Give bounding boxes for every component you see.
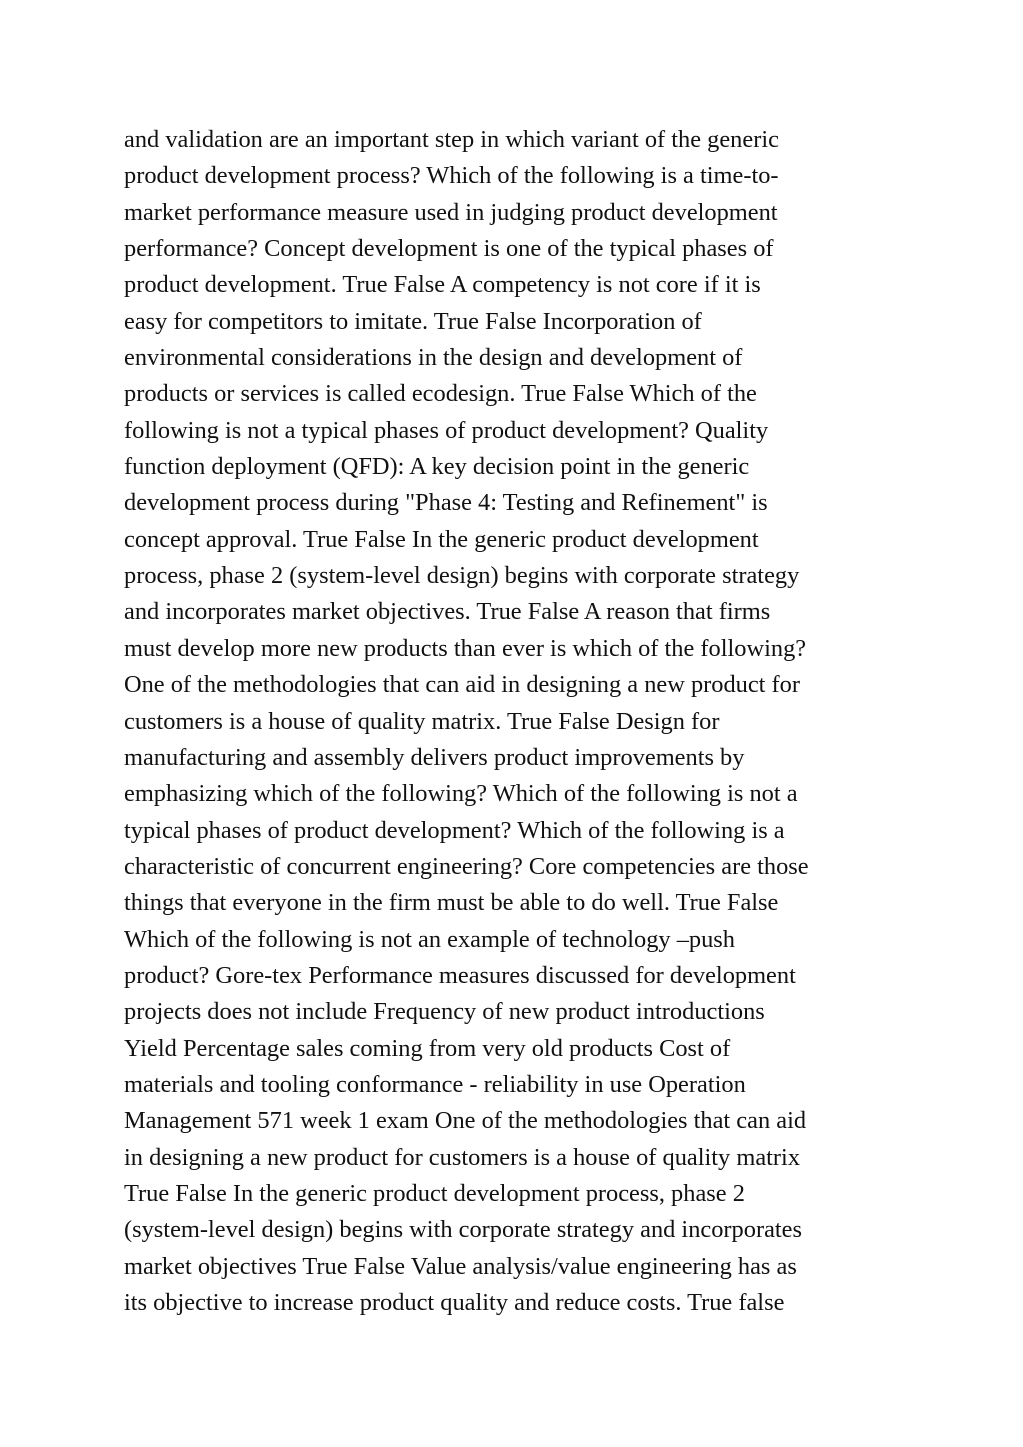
text-line: and validation are an important step in which variant of the generic (124, 126, 779, 153)
text-line: characteristic of concurrent engineering? Core competencies are those (124, 852, 809, 880)
text-line: in designing a new product for customers is a house of quality matrix (124, 1143, 801, 1171)
text-line: Yield Percentage sales coming from very old products Cost of (124, 1034, 731, 1062)
text-line: environmental considerations in the design and development of (124, 344, 743, 372)
text-line: market performance measure used in judging product development (124, 198, 778, 226)
text-line: market objectives True False Value analysis/value engineering has as (124, 1252, 797, 1280)
text-line: customers is a house of quality matrix. True False Design for (124, 707, 720, 735)
text-line: materials and tooling conformance - reliability in use Operation (124, 1070, 746, 1098)
text-line: typical phases of product development? Which of the following is a (124, 816, 785, 844)
text-line: following is not a typical phases of product development? Quality (124, 416, 769, 444)
text-line: Management 571 week 1 exam One of the methodologies that can aid (124, 1107, 807, 1135)
text-line: projects does not include Frequency of new product introductions (124, 998, 765, 1026)
text-line: product? Gore-tex Performance measures discussed for development (124, 961, 796, 989)
text-line: (system-level design) begins with corporate strategy and incorporates (124, 1216, 802, 1244)
text-line: must develop more new products than ever is which of the following? (124, 634, 807, 662)
text-line: products or services is called ecodesign. True False Which of the (124, 380, 757, 408)
text-line: True False In the generic product development process, phase 2 (124, 1179, 745, 1207)
text-line: product development process? Which of the following is a time-to- (124, 162, 779, 190)
text-line: and incorporates market objectives. True False A reason that firms (124, 598, 771, 626)
text-line: One of the methodologies that can aid in designing a new product for (124, 671, 800, 699)
text-line: easy for competitors to imitate. True False Incorporation of (124, 307, 702, 335)
text-line: manufacturing and assembly delivers product improvements by (124, 743, 745, 771)
body-text (124, 122, 914, 1321)
text-line: development process during "Phase 4: Testing and Refinement" is (124, 489, 768, 517)
text-line: process, phase 2 (system-level design) begins with corporate strategy (124, 562, 800, 590)
text-line: its objective to increase product quality and reduce costs. True false (124, 1289, 785, 1316)
text-line: concept approval. True False In the generic product development (124, 525, 759, 553)
text-line: product development. True False A competency is not core if it is (124, 271, 761, 299)
text-line: Which of the following is not an example of technology –push (124, 925, 735, 953)
text-line: emphasizing which of the following? Which of the following is not a (124, 780, 798, 808)
text-line: function deployment (QFD): A key decision point in the generic (124, 453, 750, 481)
text-line: things that everyone in the firm must be able to do well. True False (124, 889, 779, 917)
text-line: performance? Concept development is one of the typical phases of (124, 235, 774, 263)
